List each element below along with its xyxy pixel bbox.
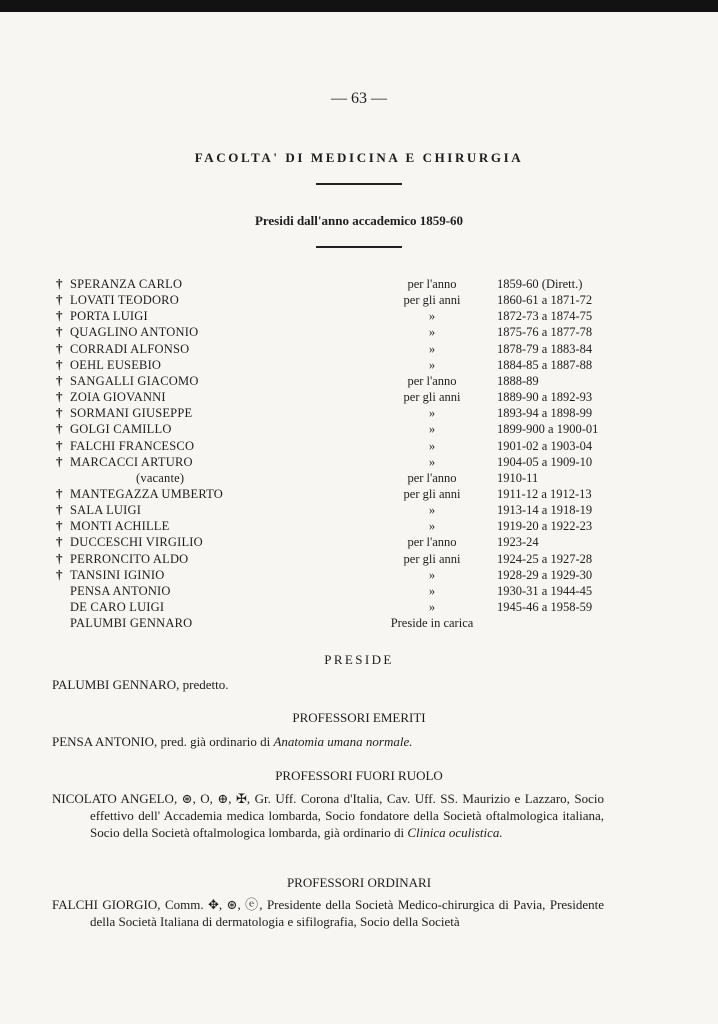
dean-name: GOLGI CAMILLO	[70, 422, 172, 437]
subtitle-rule	[316, 246, 402, 248]
cross-icon: †	[56, 421, 63, 437]
cross-icon: †	[56, 324, 63, 340]
dean-row	[56, 374, 616, 390]
dean-years: 1899-900 a 1900-01	[497, 422, 599, 437]
dean-name: FALCHI FRANCESCO	[70, 438, 195, 453]
cross-icon: †	[56, 308, 63, 324]
dean-period: »	[428, 438, 436, 453]
dean-row	[56, 535, 616, 551]
dean-row	[56, 519, 616, 535]
dean-years: 1888-89	[497, 373, 539, 388]
dean-row	[56, 309, 616, 325]
dean-period: »	[428, 406, 436, 421]
dean-name: DE CARO LUIGI	[70, 600, 165, 614]
cross-icon: †	[56, 518, 63, 534]
deans-subtitle: Presidi dall'anno accademico 1859-60	[254, 213, 464, 228]
dean-name: PENSA ANTONIO	[70, 583, 171, 598]
dean-name: TANSINI IGINIO	[70, 567, 165, 582]
dean-years: 1919-20 a 1922-23	[497, 519, 593, 534]
ordinari-heading: PROFESSORI ORDINARI	[286, 875, 432, 890]
dean-years: 1904-05 a 1909-10	[497, 454, 593, 469]
dean-name: PERRONCITO ALDO	[70, 551, 189, 566]
dean-years: 1913-14 a 1918-19	[497, 503, 593, 518]
dean-years: 1889-90 a 1892-93	[497, 390, 593, 405]
cross-icon: †	[56, 276, 63, 291]
dean-row	[56, 600, 616, 616]
dean-years: 1860-61 a 1871-72	[497, 293, 593, 308]
dean-name: SORMANI GIUSEPPE	[70, 406, 193, 421]
dean-row	[56, 293, 616, 309]
dean-row	[56, 455, 616, 471]
emeriti-heading: PROFESSORI EMERITI	[292, 710, 426, 725]
dean-period: per gli anni	[403, 551, 461, 566]
cross-icon: †	[56, 340, 63, 356]
title-rule	[316, 183, 402, 185]
dean-period: »	[428, 422, 436, 437]
dean-years: 1923-24	[497, 535, 539, 550]
dean-period: per l'anno	[407, 277, 457, 291]
fuori-ruolo-heading: PROFESSORI FUORI RUOLO	[275, 768, 443, 783]
dean-row	[56, 616, 616, 632]
dean-name: SPERANZA CARLO	[70, 277, 183, 291]
dean-years: 1930-31 a 1944-45	[497, 583, 593, 598]
dean-period: »	[428, 325, 436, 340]
preside-heading: PRESIDE	[324, 652, 394, 667]
dean-name: CORRADI ALFONSO	[70, 341, 190, 356]
dean-row	[56, 503, 616, 519]
dean-period: per l'anno	[407, 373, 457, 388]
dean-row	[56, 277, 616, 293]
cross-icon: †	[56, 372, 63, 388]
emeriti-text	[52, 733, 604, 750]
dean-row	[56, 439, 616, 455]
dean-name: ZOIA GIOVANNI	[70, 390, 166, 405]
dean-row	[56, 422, 616, 438]
dean-period: per l'anno	[407, 535, 457, 550]
preside-text: PALUMBI GENNARO, predetto.	[52, 677, 229, 692]
dean-years: 1875-76 a 1877-78	[497, 325, 593, 340]
dean-row	[56, 487, 616, 503]
dean-period: »	[428, 341, 436, 356]
dean-row	[56, 358, 616, 374]
dean-years: 1884-85 a 1887-88	[497, 357, 593, 372]
dean-row	[56, 584, 616, 600]
dean-period: per l'anno	[407, 470, 457, 485]
dean-years: 1878-79 a 1883-84	[497, 341, 593, 356]
dean-row	[56, 390, 616, 406]
scan-top-border	[0, 0, 718, 12]
dean-years: 1928-29 a 1929-30	[497, 567, 593, 582]
dean-name: DUCCESCHI VIRGILIO	[70, 535, 203, 550]
dean-period: »	[428, 357, 436, 372]
dean-name: MANTEGAZZA UMBERTO	[70, 486, 223, 501]
dean-name: MONTI ACHILLE	[70, 519, 170, 534]
emeriti-text-main: PENSA ANTONIO, pred. già ordinario di	[52, 734, 274, 749]
dean-years: 1924-25 a 1927-28	[497, 551, 593, 566]
fuori-ruolo-text-subject: Clinica oculistica.	[407, 825, 503, 840]
dean-period: »	[428, 503, 436, 518]
dean-period: »	[428, 309, 436, 324]
dean-row	[56, 406, 616, 422]
cross-icon: †	[56, 292, 63, 308]
faculty-title: FACOLTA' DI MEDICINA E CHIRURGIA	[194, 150, 524, 165]
cross-icon: †	[56, 485, 63, 501]
page-number: — 63 —	[331, 90, 387, 107]
cross-icon: †	[56, 437, 63, 453]
fuori-ruolo-text-main: NICOLATO ANGELO, ⊛, O, ⊕, ✠, Gr. Uff. Corona d'Italia, Cav. Uff. SS. Maurizio e Lazzaro, Socio effettivo dell' Accademia medica lombarda, Socio fondatore della Società oftalmologica italiana, Socio della Società oftalmologica lombarda, già ordinario di	[52, 791, 604, 840]
cross-icon: †	[56, 550, 63, 566]
dean-period: »	[428, 519, 436, 534]
fuori-ruolo-text	[52, 790, 604, 841]
dean-row	[56, 342, 616, 358]
dean-name: OEHL EUSEBIO	[70, 357, 162, 372]
cross-icon: †	[56, 389, 63, 405]
dean-row	[56, 568, 616, 584]
dean-name: SANGALLI GIACOMO	[70, 373, 199, 388]
dean-years: 1859-60 (Dirett.)	[497, 277, 583, 291]
dean-period: »	[428, 600, 436, 614]
ordinari-text: FALCHI GIORGIO, Comm. ✥, ⊛, ⓔ, Presidente della Società Medico-chirurgica di Pavia, Presidente della Società Italiana di dermatologia e sifilografia, Socio della Società	[52, 897, 604, 929]
dean-years: 1893-94 a 1898-99	[497, 406, 593, 421]
dean-name: (vacante)	[136, 470, 185, 485]
cross-icon: †	[56, 453, 63, 469]
dean-name: QUAGLINO ANTONIO	[70, 325, 199, 340]
cross-icon: †	[56, 502, 63, 518]
dean-name: SALA LUIGI	[70, 503, 142, 518]
dean-period: »	[428, 583, 436, 598]
dean-years: 1911-12 a 1912-13	[497, 486, 592, 501]
emeriti-text-subject: Anatomia umana normale.	[273, 734, 413, 749]
dean-years: 1945-46 a 1958-59	[497, 600, 593, 614]
cross-icon: †	[56, 356, 63, 372]
dean-row	[56, 325, 616, 341]
dean-years: 1872-73 a 1874-75	[497, 309, 593, 324]
dean-name: MARCACCI ARTURO	[70, 454, 193, 469]
dean-name: PORTA LUIGI	[70, 309, 148, 324]
dean-period: »	[428, 567, 436, 582]
dean-name: LOVATI TEODORO	[70, 293, 179, 308]
cross-icon: †	[56, 566, 63, 582]
dean-years: 1910-11	[497, 470, 539, 485]
dean-period: Preside in carica	[390, 616, 474, 631]
cross-icon: †	[56, 534, 63, 550]
dean-period: per gli anni	[403, 486, 461, 501]
dean-period: per gli anni	[403, 293, 461, 308]
cross-icon: †	[56, 405, 63, 421]
dean-row	[56, 471, 616, 487]
dean-years: 1901-02 a 1903-04	[497, 438, 593, 453]
dean-row	[56, 552, 616, 568]
dean-period: per gli anni	[403, 390, 461, 405]
dean-name: PALUMBI GENNARO	[70, 616, 193, 631]
dean-period: »	[428, 454, 436, 469]
